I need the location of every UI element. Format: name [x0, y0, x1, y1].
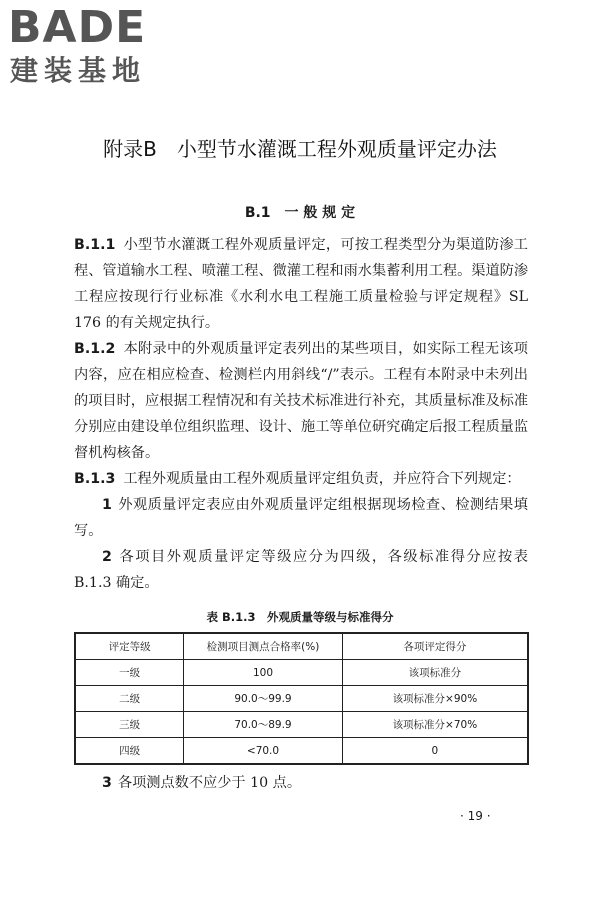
table-row [75, 686, 528, 712]
list-item [74, 770, 528, 796]
document-body [74, 232, 528, 596]
list-item [74, 492, 528, 544]
clause-number: B.1.1 [74, 237, 116, 253]
table-header: 检测项目测点合格率(%) [184, 633, 343, 660]
after-table-item [74, 770, 528, 796]
item-text: 各项目外观质量评定等级应分为四级，各级标准得分应按表 B.1.3 确定。 [74, 549, 528, 591]
table-row [75, 660, 528, 686]
clause-number: B.1.2 [74, 341, 116, 357]
list-item [74, 544, 528, 596]
table-row [75, 738, 528, 765]
table-cell: 该项标准分×70% [342, 712, 528, 738]
table-header: 各项评定得分 [342, 633, 528, 660]
item-text: 外观质量评定表应由外观质量评定组根据现场检查、检测结果填写。 [74, 497, 528, 539]
table-caption: 表 B.1.3 外观质量等级与标准得分 [206, 610, 394, 624]
clause-b-1-1 [74, 232, 528, 336]
clause-text: 小型节水灌溉工程外观质量评定，可按工程类型分为渠道防渗工程、管道输水工程、喷灌工程、微灌工程和雨水集蓄利用工程。渠道防渗工程应按现行行业标准《水利水电工程施工质量检验与评定规程》SL 176 的有关规定执行。 [74, 237, 529, 331]
quality-grade-table [74, 632, 529, 765]
table-cell: <70.0 [184, 738, 343, 765]
logo-wordmark: BADE [8, 2, 147, 53]
table-cell: 90.0～99.9 [184, 686, 343, 712]
table-cell: 四级 [75, 738, 184, 765]
item-number: 3 [102, 775, 112, 791]
logo-subtitle: 建装基地 [10, 54, 147, 87]
section-title: B.1 一 般 规 定 [244, 205, 356, 221]
table-cell: 该项标准分×90% [342, 686, 528, 712]
item-number: 2 [102, 549, 112, 565]
appendix-title: 附录B 小型节水灌溉工程外观质量评定办法 [103, 137, 497, 161]
clause-text: 本附录中的外观质量评定表列出的某些项目，如实际工程无该项内容，应在相应检查、检测栏内用斜线“/”表示。工程有本附录中未列出的项目时，应根据工程情况和有关技术标准进行补充，其质量标准及标准分别应由建设单位组织监理、设计、施工等单位研究确定后报工程质量监督机构核备。 [74, 341, 529, 461]
table-cell: 二级 [75, 686, 184, 712]
table-cell: 一级 [75, 660, 184, 686]
table-cell: 三级 [75, 712, 184, 738]
clause-text: 工程外观质量由工程外观质量评定组负责，并应符合下列规定： [123, 471, 521, 487]
table-row [75, 712, 528, 738]
table-header-row [75, 633, 528, 660]
clause-b-1-2 [74, 336, 528, 466]
bade-logo [8, 4, 178, 96]
table-cell: 0 [342, 738, 528, 765]
table-cell: 100 [184, 660, 343, 686]
table-cell: 该项标准分 [342, 660, 528, 686]
item-text: 各项测点数不应少于 10 点。 [117, 775, 302, 791]
page-number: · 19 · [460, 809, 491, 823]
table-cell: 70.0～89.9 [184, 712, 343, 738]
table-header: 评定等级 [75, 633, 184, 660]
clause-number: B.1.3 [74, 471, 116, 487]
item-number: 1 [102, 497, 112, 513]
clause-b-1-3 [74, 466, 528, 492]
